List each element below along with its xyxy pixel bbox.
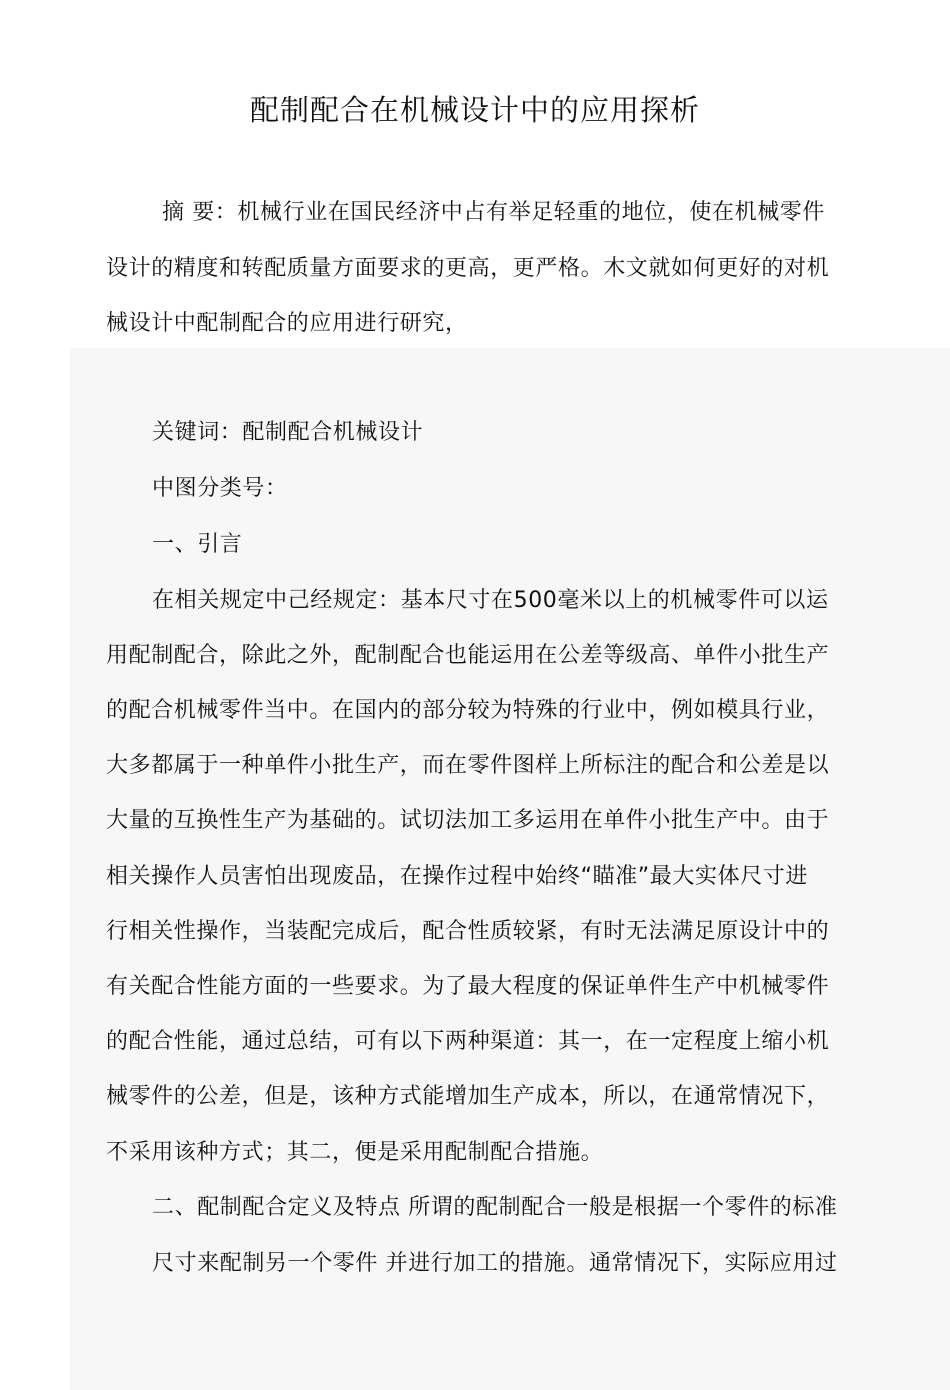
paragraph-line: 用配制配合，除此之外，配制配合也能运用在公差等级高、单件小批生产 — [106, 643, 830, 668]
paragraph-line: 行相关性操作，当装配完成后，配合性质较紧，有时无法满足原设计中的 — [106, 919, 830, 944]
paragraph-line: 相关操作人员害怕出现废品，在操作过程中始终“瞄准”最大实体尺寸进 — [106, 864, 808, 889]
section-heading: 一、引言 — [152, 532, 243, 557]
abstract-line: 摘 要：机械行业在国民经济中占有举足轻重的地位，使在机械零件 — [162, 200, 825, 225]
paragraph-line: 不采用该种方式；其二，便是采用配制配合措施。 — [106, 1140, 604, 1165]
paragraph-line: 有关配合性能方面的一些要求。为了最大程度的保证单件生产中机械零件 — [106, 974, 830, 999]
paragraph-line: 尺寸来配制另一个零件 并进行加工的措施。通常情况下，实际应用过 — [152, 1251, 838, 1276]
paragraph-line: 的配合机械零件当中。在国内的部分较为特殊的行业中，例如模具行业， — [106, 698, 830, 723]
document-title: 配制配合在机械设计中的应用探析 — [249, 93, 700, 127]
paragraph-line: 大多都属于一种单件小批生产，而在零件图样上所标注的配合和公差是以 — [106, 753, 830, 778]
classification-line: 中图分类号： — [152, 476, 288, 501]
abstract-line: 械设计中配制配合的应用进行研究， — [106, 311, 468, 336]
paragraph-line: 械零件的公差，但是，该种方式能增加生产成本，所以，在通常情况下， — [106, 1084, 830, 1109]
paragraph-line: 在相关规定中己经规定：基本尺寸在500毫米以上的机械零件可以运 — [152, 588, 829, 613]
abstract-line: 设计的精度和转配质量方面要求的更高，更严格。木文就如何更好的对机 — [106, 256, 830, 281]
keywords-line: 关键词：配制配合机械设计 — [152, 420, 424, 445]
section-heading-line: 二、配制配合定义及特点 所谓的配制配合一般是根据一个零件的标准 — [152, 1195, 838, 1220]
paragraph-line: 的配合性能，通过总结，可有以下两种渠道：其一，在一定程度上缩小机 — [106, 1029, 830, 1054]
paragraph-line: 大量的互换性生产为基础的。试切法加工多运用在单件小批生产中。由于 — [106, 808, 830, 833]
